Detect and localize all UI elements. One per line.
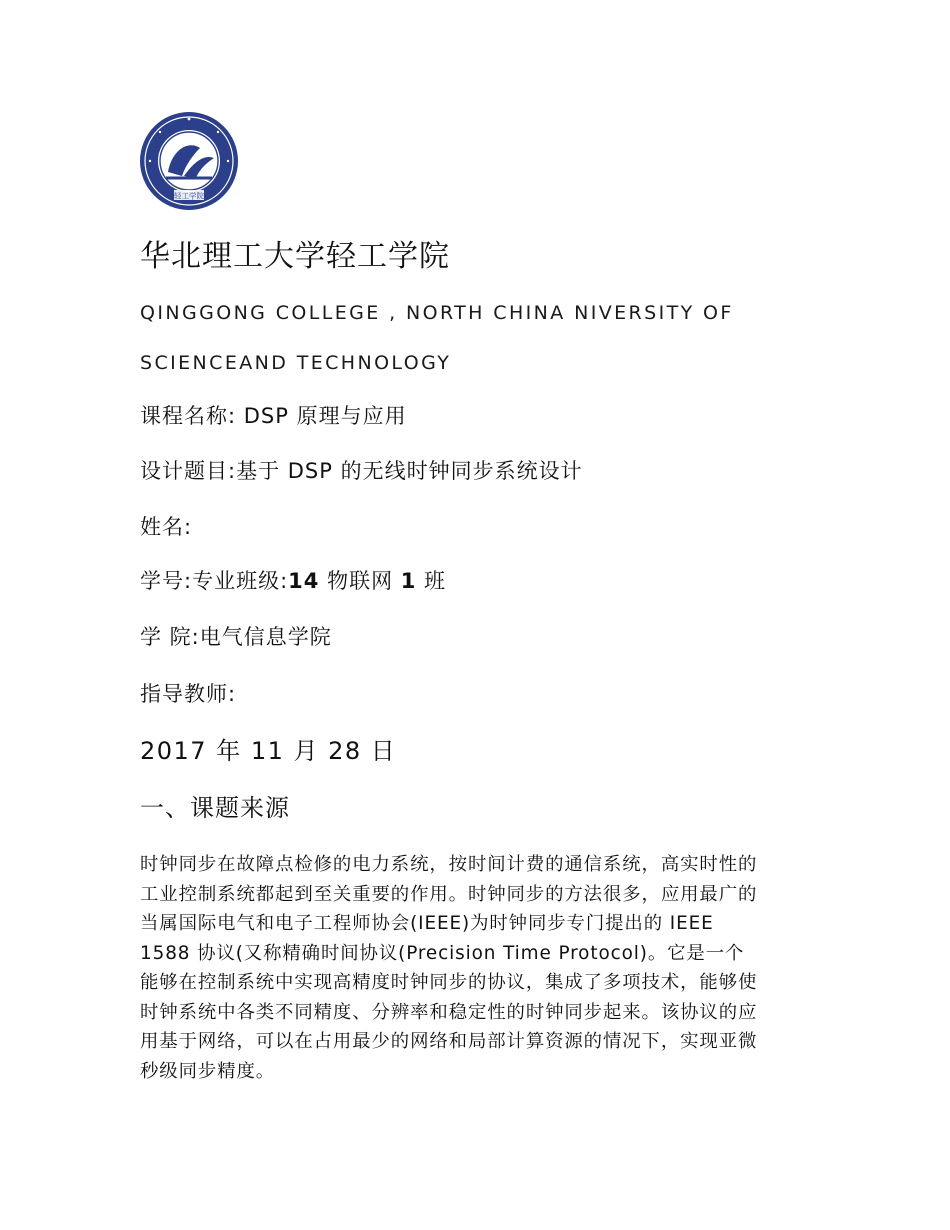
paragraph-line: 时钟同步在故障点检修的电力系统，按时间计费的通信系统，高实时性的 xyxy=(140,854,758,875)
course-name-field xyxy=(140,406,407,427)
paragraph-line: 能够在控制系统中实现高精度时钟同步的协议，集成了多项技术，能够使 xyxy=(140,972,758,993)
paragraph-line: 1588 协议(又称精确时间协议(Precision Time Protocol)。它是一个 xyxy=(140,942,745,964)
class-number-year: 14 xyxy=(288,569,320,593)
section-heading-topic-source: 一、课题来源 xyxy=(140,794,290,822)
class-number: 1 xyxy=(400,569,417,593)
advisor-field xyxy=(140,684,236,705)
svg-text:轻工学院: 轻工学院 xyxy=(174,191,204,201)
college-name-en-line1: QINGGONG COLLEGE , NORTH CHINA NIVERSITY OF xyxy=(140,302,734,324)
course-name-label: 课程名称: xyxy=(140,404,244,428)
paragraph-line: 当属国际电气和电子工程师协会(IEEE)为时钟同步专门提出的 IEEE xyxy=(140,913,714,934)
class-label: 专业班级: xyxy=(192,569,289,593)
class-major: 物联网 xyxy=(319,569,401,593)
paragraph-line: 工业控制系统都起到至关重要的作用。时钟同步的方法很多，应用最广的 xyxy=(140,883,758,905)
student-id-colon: : xyxy=(184,569,193,593)
college-name-en-line2: SCIENCEAND TECHNOLOGY xyxy=(140,352,452,374)
student-name-field xyxy=(140,517,192,538)
advisor-label: 指导教师: xyxy=(140,682,237,706)
student-name-label: 姓名: xyxy=(140,515,193,539)
college-seal-logo xyxy=(138,110,240,212)
design-topic-label: 设计题目: xyxy=(140,459,237,483)
design-topic-value: 基于 DSP 的无线时钟同步系统设计 xyxy=(236,459,583,483)
course-name-value: DSP 原理与应用 xyxy=(243,404,407,428)
seal-icon xyxy=(138,110,240,212)
department-value: 电气信息学院 xyxy=(199,625,332,649)
design-topic-field xyxy=(140,461,583,482)
paragraph-line: 秒级同步精度。 xyxy=(140,1060,276,1082)
student-id-class-field xyxy=(140,571,446,592)
class-suffix: 班 xyxy=(416,569,447,593)
department-field xyxy=(140,627,332,648)
paragraph-line: 用基于网络，可以在占用最少的网络和局部计算资源的情况下，实现亚微 xyxy=(140,1031,758,1052)
document-date: 2017 年 11 月 28 日 xyxy=(140,737,397,765)
department-label: 学 院: xyxy=(140,625,200,649)
section-body-paragraph xyxy=(140,850,812,1086)
student-id-label: 学号 xyxy=(140,569,184,593)
paragraph-line: 时钟系统中各类不同精度、分辨率和稳定性的时钟同步起来。该协议的应 xyxy=(140,1001,758,1023)
college-name-cn: 华北理工大学轻工学院 xyxy=(140,239,450,274)
